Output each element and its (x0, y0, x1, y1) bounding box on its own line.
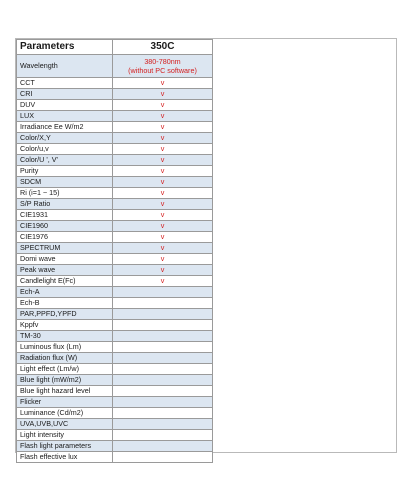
table-row (17, 100, 213, 111)
parameter-label: DUV (17, 100, 113, 111)
wavelength-row (17, 55, 213, 78)
parameter-label: Luminance (Cd/m2) (17, 408, 113, 419)
table-row (17, 232, 213, 243)
parameter-label: CIE1960 (17, 221, 113, 232)
parameter-label: Color/u,v (17, 144, 113, 155)
parameter-label: Peak wave (17, 265, 113, 276)
table-row (17, 111, 213, 122)
support-mark (113, 441, 213, 452)
parameter-label: Light effect (Lm/w) (17, 364, 113, 375)
table-row (17, 210, 213, 221)
parameter-label: LUX (17, 111, 113, 122)
table-row (17, 276, 213, 287)
parameter-label: Color/U ', V' (17, 155, 113, 166)
parameter-label: Radiation flux (W) (17, 353, 113, 364)
parameter-label: Flash effective lux (17, 452, 113, 463)
support-mark: v (113, 265, 213, 276)
parameter-label: SDCM (17, 177, 113, 188)
parameter-label: Blue light (mW/m2) (17, 375, 113, 386)
support-mark: v (113, 276, 213, 287)
table-row (17, 452, 213, 463)
table-row (17, 309, 213, 320)
support-mark: v (113, 78, 213, 89)
support-mark (113, 408, 213, 419)
parameter-label: Flash light parameters (17, 441, 113, 452)
support-mark (113, 309, 213, 320)
support-mark (113, 452, 213, 463)
table-row (17, 320, 213, 331)
spec-table-body (17, 40, 213, 463)
model-header: 350C (113, 40, 213, 55)
support-mark: v (113, 122, 213, 133)
table-row (17, 221, 213, 232)
table-row (17, 188, 213, 199)
parameter-label: CRI (17, 89, 113, 100)
wavelength-label: Wavelength (17, 55, 113, 78)
support-mark (113, 320, 213, 331)
table-row (17, 342, 213, 353)
table-row (17, 298, 213, 309)
support-mark (113, 430, 213, 441)
table-row (17, 419, 213, 430)
table-row (17, 199, 213, 210)
support-mark (113, 364, 213, 375)
parameter-label: CIE1976 (17, 232, 113, 243)
support-mark (113, 375, 213, 386)
table-row (17, 353, 213, 364)
parameters-header: Parameters (17, 40, 113, 55)
table-row (17, 430, 213, 441)
table-row (17, 122, 213, 133)
parameter-label: CIE1931 (17, 210, 113, 221)
parameter-label: Ech-B (17, 298, 113, 309)
table-row (17, 408, 213, 419)
parameter-label: Light intensity (17, 430, 113, 441)
table-row (17, 375, 213, 386)
support-mark (113, 287, 213, 298)
parameter-label: SPECTRUM (17, 243, 113, 254)
wavelength-range: 380-780nm (144, 57, 181, 66)
parameter-label: UVA,UVB,UVC (17, 419, 113, 430)
support-mark: v (113, 111, 213, 122)
support-mark (113, 298, 213, 309)
support-mark: v (113, 199, 213, 210)
support-mark (113, 397, 213, 408)
support-mark: v (113, 89, 213, 100)
support-mark: v (113, 232, 213, 243)
spec-table (16, 39, 213, 463)
parameter-label: Luminous flux (Lm) (17, 342, 113, 353)
parameter-label: Blue light hazard level (17, 386, 113, 397)
parameter-label: Ech-A (17, 287, 113, 298)
wavelength-value (113, 55, 213, 78)
parameter-label: Candlelight E(Fc) (17, 276, 113, 287)
support-mark (113, 331, 213, 342)
parameter-label: Color/X,Y (17, 133, 113, 144)
table-row (17, 386, 213, 397)
wavelength-note: (without PC software) (128, 66, 197, 75)
support-mark: v (113, 166, 213, 177)
support-mark: v (113, 188, 213, 199)
parameter-label: Purity (17, 166, 113, 177)
table-row (17, 78, 213, 89)
table-row (17, 177, 213, 188)
table-row (17, 331, 213, 342)
support-mark: v (113, 133, 213, 144)
parameter-label: Kppfv (17, 320, 113, 331)
support-mark: v (113, 100, 213, 111)
table-row (17, 155, 213, 166)
support-mark: v (113, 144, 213, 155)
support-mark (113, 386, 213, 397)
table-row (17, 254, 213, 265)
support-mark (113, 419, 213, 430)
parameter-label: Irradiance Ee W/m2 (17, 122, 113, 133)
support-mark (113, 353, 213, 364)
support-mark: v (113, 243, 213, 254)
parameter-label: Domi wave (17, 254, 113, 265)
table-row (17, 144, 213, 155)
parameter-label: CCT (17, 78, 113, 89)
parameter-label: Flicker (17, 397, 113, 408)
table-row (17, 364, 213, 375)
support-mark: v (113, 221, 213, 232)
support-mark: v (113, 254, 213, 265)
table-row (17, 397, 213, 408)
table-row (17, 243, 213, 254)
support-mark: v (113, 210, 213, 221)
table-row (17, 133, 213, 144)
support-mark: v (113, 155, 213, 166)
support-mark (113, 342, 213, 353)
table-row (17, 441, 213, 452)
support-mark: v (113, 177, 213, 188)
parameter-label: PAR,PPFD,YPFD (17, 309, 113, 320)
table-row (17, 166, 213, 177)
parameter-label: Ri (i=1 ~ 15) (17, 188, 113, 199)
parameter-label: TM-30 (17, 331, 113, 342)
table-row (17, 89, 213, 100)
parameter-label: S/P Ratio (17, 199, 113, 210)
table-row (17, 287, 213, 298)
table-row (17, 265, 213, 276)
header-row (17, 40, 213, 55)
